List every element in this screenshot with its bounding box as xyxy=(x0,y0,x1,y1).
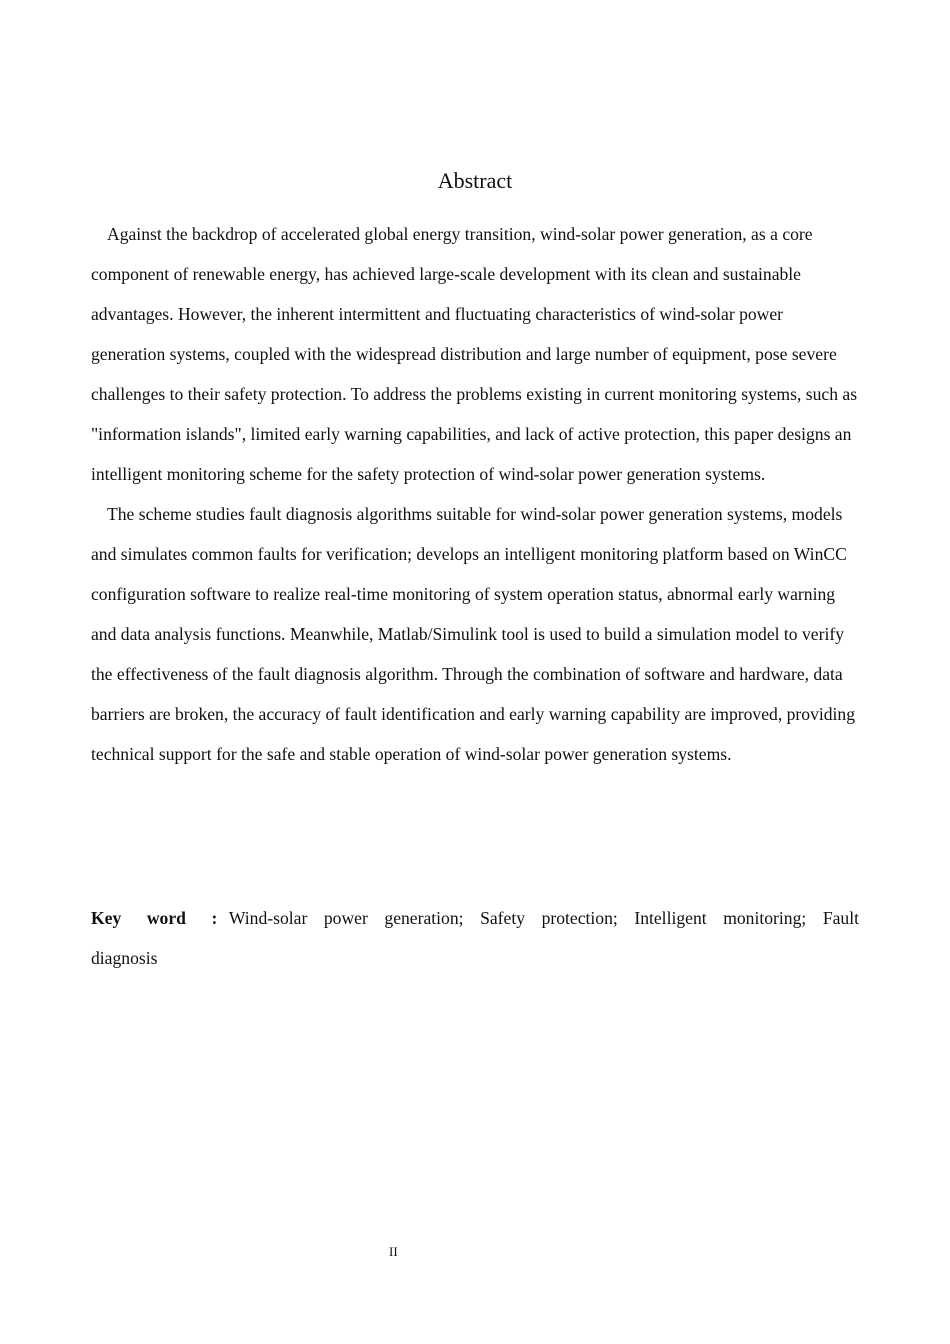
keywords-label: Key word : xyxy=(91,908,218,928)
abstract-paragraph-2: The scheme studies fault diagnosis algorithms suitable for wind-solar power generation systems, models and simulates common faults for verification; develops an intelligent monitoring platform based on WinCC configuration software to realize real-time monitoring of system operation status, abnormal early warning and data analysis functions. Meanwhile, Matlab/Simulink tool is used to build a simulation model to verify the effectiveness of the fault diagnosis algorithm. Through the combination of software and hardware, data barriers are broken, the accuracy of fault identification and early warning capability are improved, providing technical support for the safe and stable operation of wind-solar power generation systems. xyxy=(91,504,856,764)
keywords-values: Wind-solar power generation; Safety protection; Intelligent monitoring; Fault diagnosis xyxy=(91,908,859,968)
abstract-body xyxy=(91,214,859,774)
page-number: II xyxy=(389,1244,398,1259)
keywords-line xyxy=(91,898,859,978)
abstract-paragraph-1: Against the backdrop of accelerated global energy transition, wind-solar power generation, as a core component of renewable energy, has achieved large-scale development with its clean and sustainable advantages. However, the inherent intermittent and fluctuating characteristics of wind-solar power generation systems, coupled with the widespread distribution and large number of equipment, pose severe challenges to their safety protection. To address the problems existing in current monitoring systems, such as "information islands", limited early warning capabilities, and lack of active protection, this paper designs an intelligent monitoring scheme for the safety protection of wind-solar power generation systems. xyxy=(91,224,858,484)
abstract-title: Abstract xyxy=(437,168,513,193)
